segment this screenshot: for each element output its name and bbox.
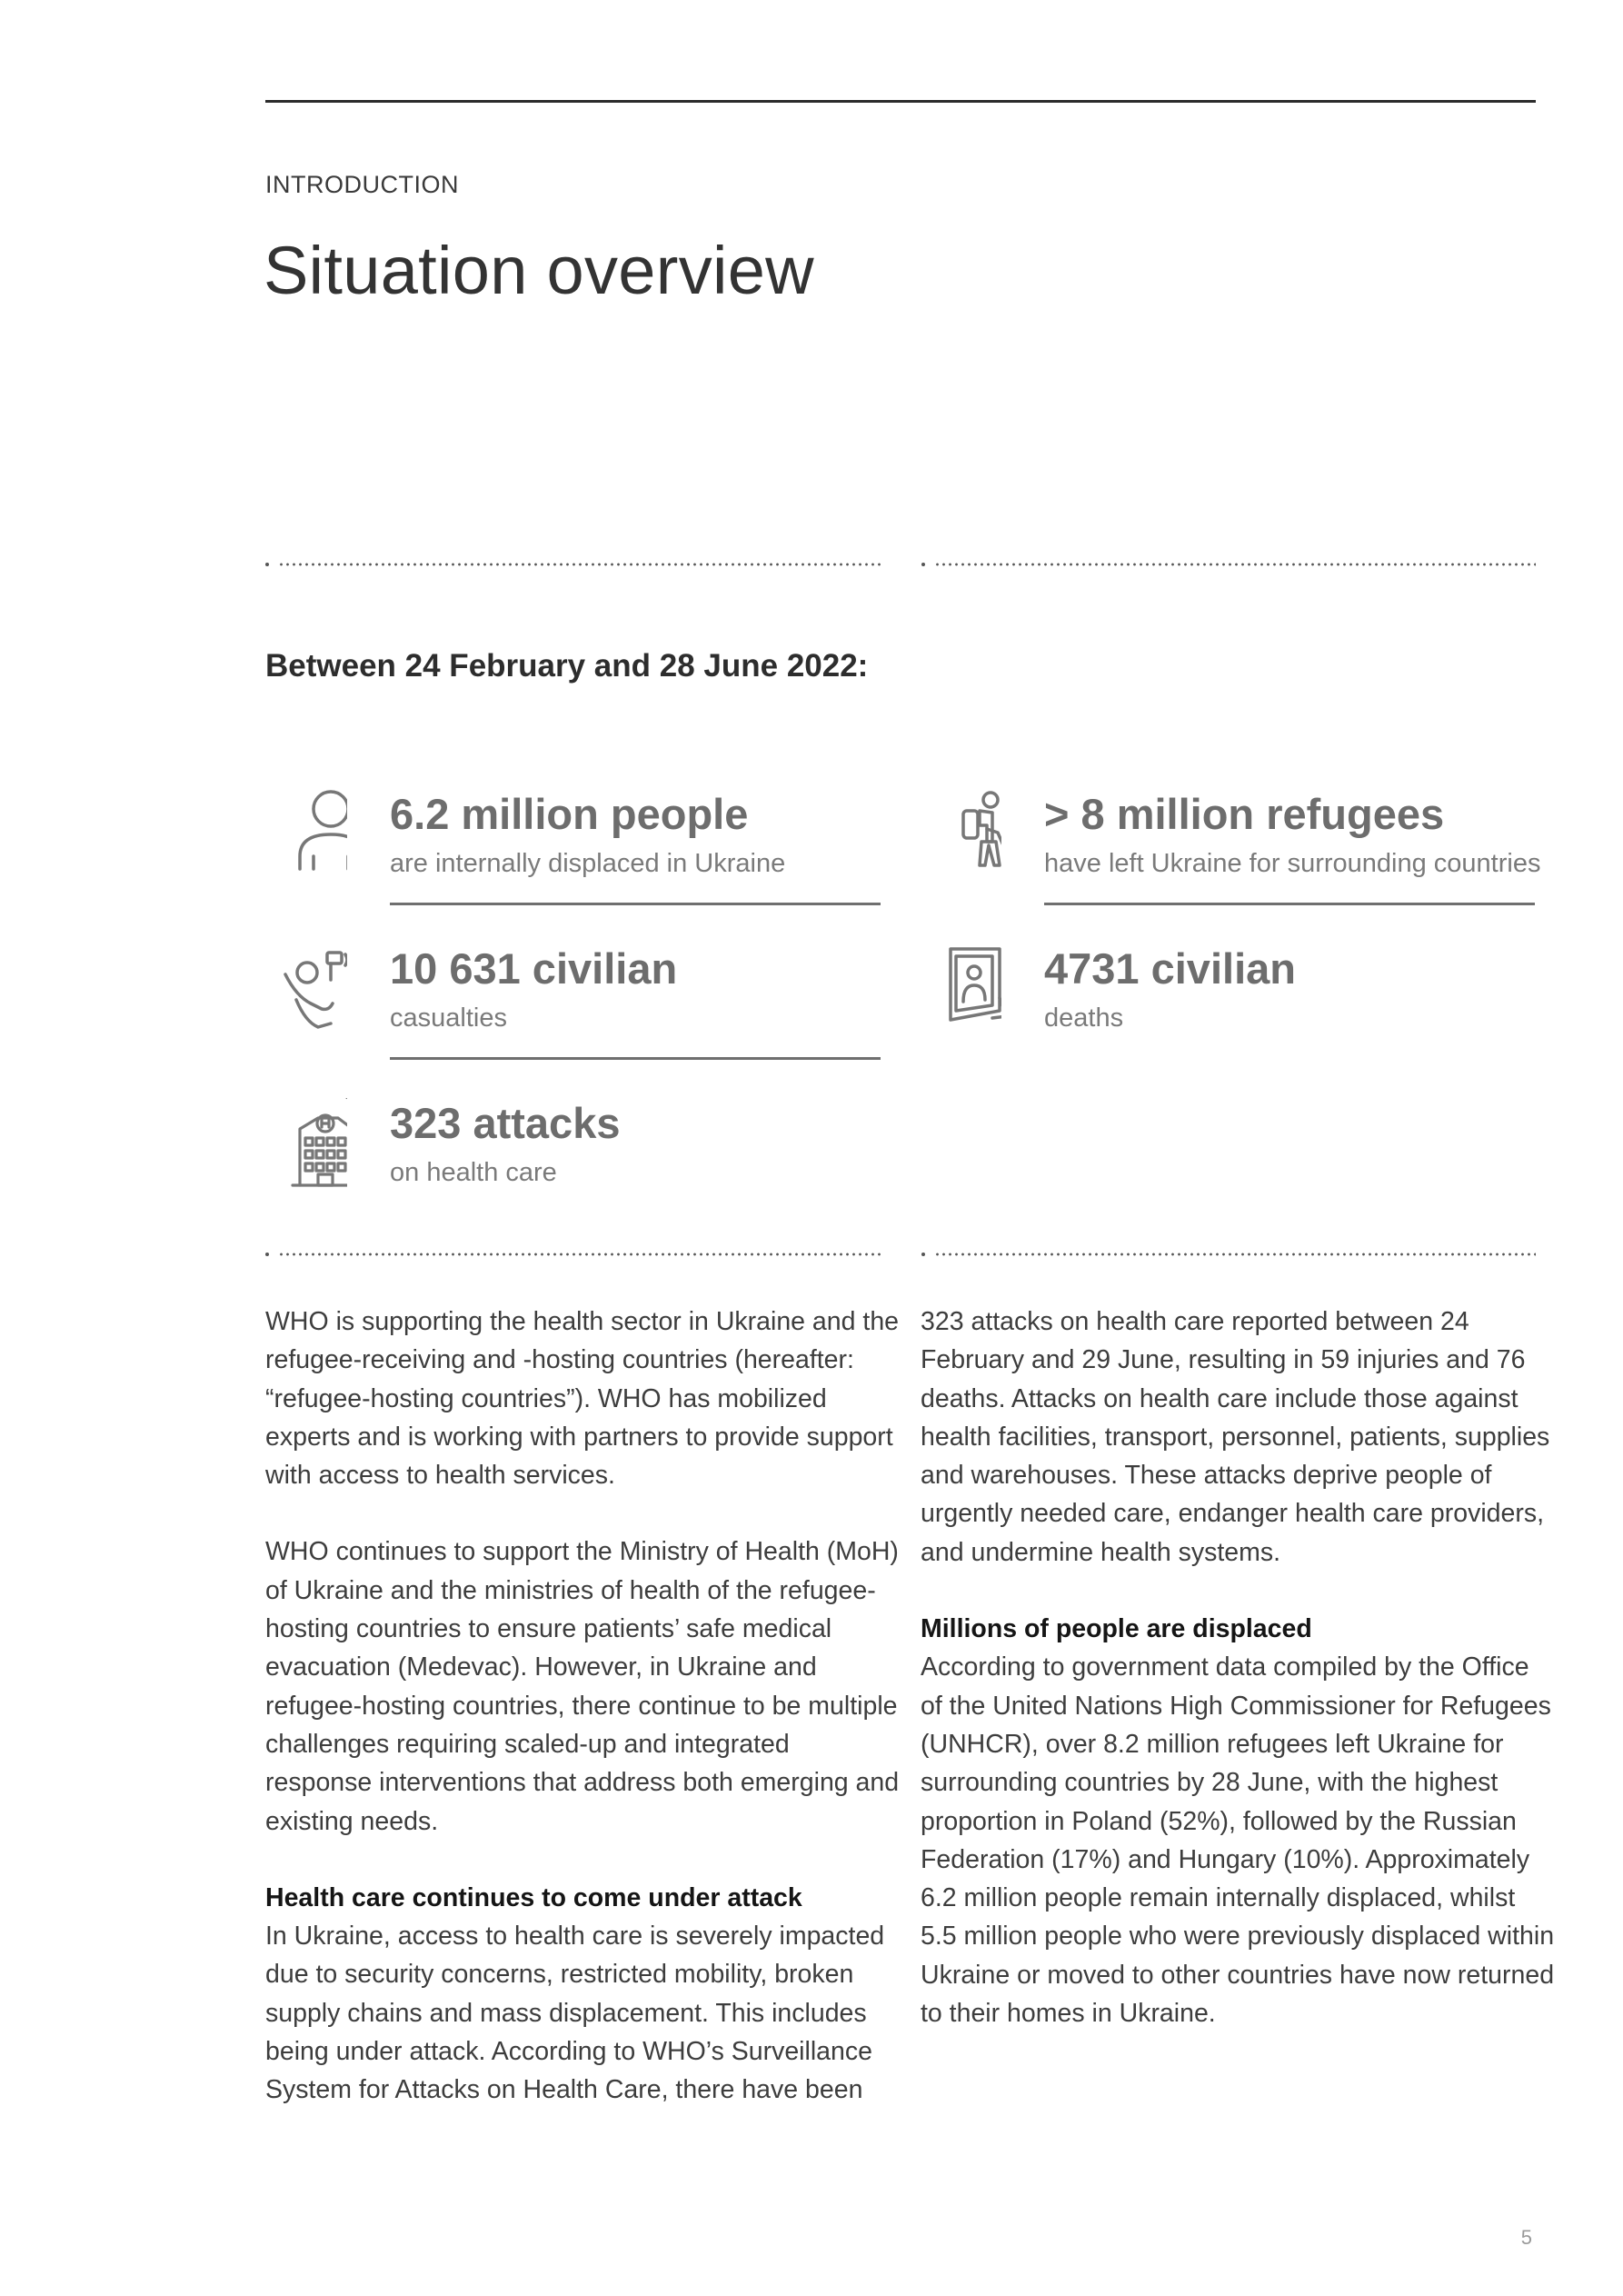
top-rule [265,100,1536,103]
section-label: INTRODUCTION [265,171,459,198]
paragraph: In Ukraine, access to health care is severely impacted due to security concerns, restricted mobility, broken supply chains and mass displacement. This includes being under attack. According to WHO’s Surveillance System for Attacks on Health Care, there have been [265,1922,885,2105]
stat-caption: deaths [1044,1003,1124,1033]
paragraph: WHO is supporting the health sector in Ukraine and the refugee-receiving and -hosting countries (hereafter: “refugee-hosting countries”). WHO has mobilized experts and is working with partners to provide support with access to health services. [265,1307,900,1491]
period-heading: Between 24 February and 28 June 2022: [265,648,869,684]
hospital-icon [265,1098,347,1189]
paragraph: WHO continues to support the Ministry of Health (MoH) of Ukraine and the ministries of health of the refugee-hosting countries to ensure patients’ safe medical evacuation (Medevac). However, in Ukraine and refugee-hosting countries, there continue to be multiple challenges requiring scaled-up and integrated response interventions that address both emerging and existing needs. [265,1537,900,1836]
stat-value: 323 attacks [390,1099,621,1147]
divider-dotted [934,1253,1536,1256]
paragraph: 323 attacks on health care reported between 24 February and 29 June, resulting in 59 injuries and 76 deaths. Attacks on health care include those against health facilities, transport, personnel, patients, supplies and warehouses. These attacks deprive people of urgently needed care, endanger health care providers, and undermine health systems. [921,1307,1550,1567]
stat-value: 10 631 civilian [390,944,678,993]
stat-caption: have left Ukraine for surrounding countries [1044,849,1541,878]
page-title: Situation overview [264,233,814,308]
stat-rule [390,1057,881,1060]
divider-dotted [934,563,1536,566]
divider-dotted [278,563,883,566]
subheading: Health care continues to come under attack [265,1882,802,1912]
stat-value: 4731 civilian [1044,944,1296,993]
person-icon [265,789,347,880]
subheading: Millions of people are displaced [921,1614,1312,1644]
injured-person-icon [265,943,347,1034]
memorial-frame-icon [920,943,1001,1034]
stat-caption: are internally displaced in Ukraine [390,849,786,878]
body-column-left [265,1303,901,2148]
stat-value: 6.2 million people [390,790,749,838]
hiker-icon [920,789,1001,880]
page-number: 5 [1520,2226,1532,2249]
paragraph: According to government data compiled by the Office of the United Nations High Commissioner for Refugees (UNHCR), over 8.2 million refugees left Ukraine for surrounding countries by 28 June, with the highest proportion in Poland (52%), followed by the Russian Federation (17%) and Hungary (10%). Approximately 6.2 million people remain internally displaced, whilst 5.5 million people who were previously displaced within Ukraine or moved to other countries have now returned to their homes in Ukraine. [921,1652,1555,2029]
stat-rule [390,903,881,905]
stat-caption: casualties [390,1003,507,1033]
stat-caption: on health care [390,1158,557,1187]
stat-rule [1044,903,1535,905]
body-column-right [921,1303,1557,2071]
divider-dotted [278,1253,883,1256]
stat-value: > 8 million refugees [1044,790,1445,838]
